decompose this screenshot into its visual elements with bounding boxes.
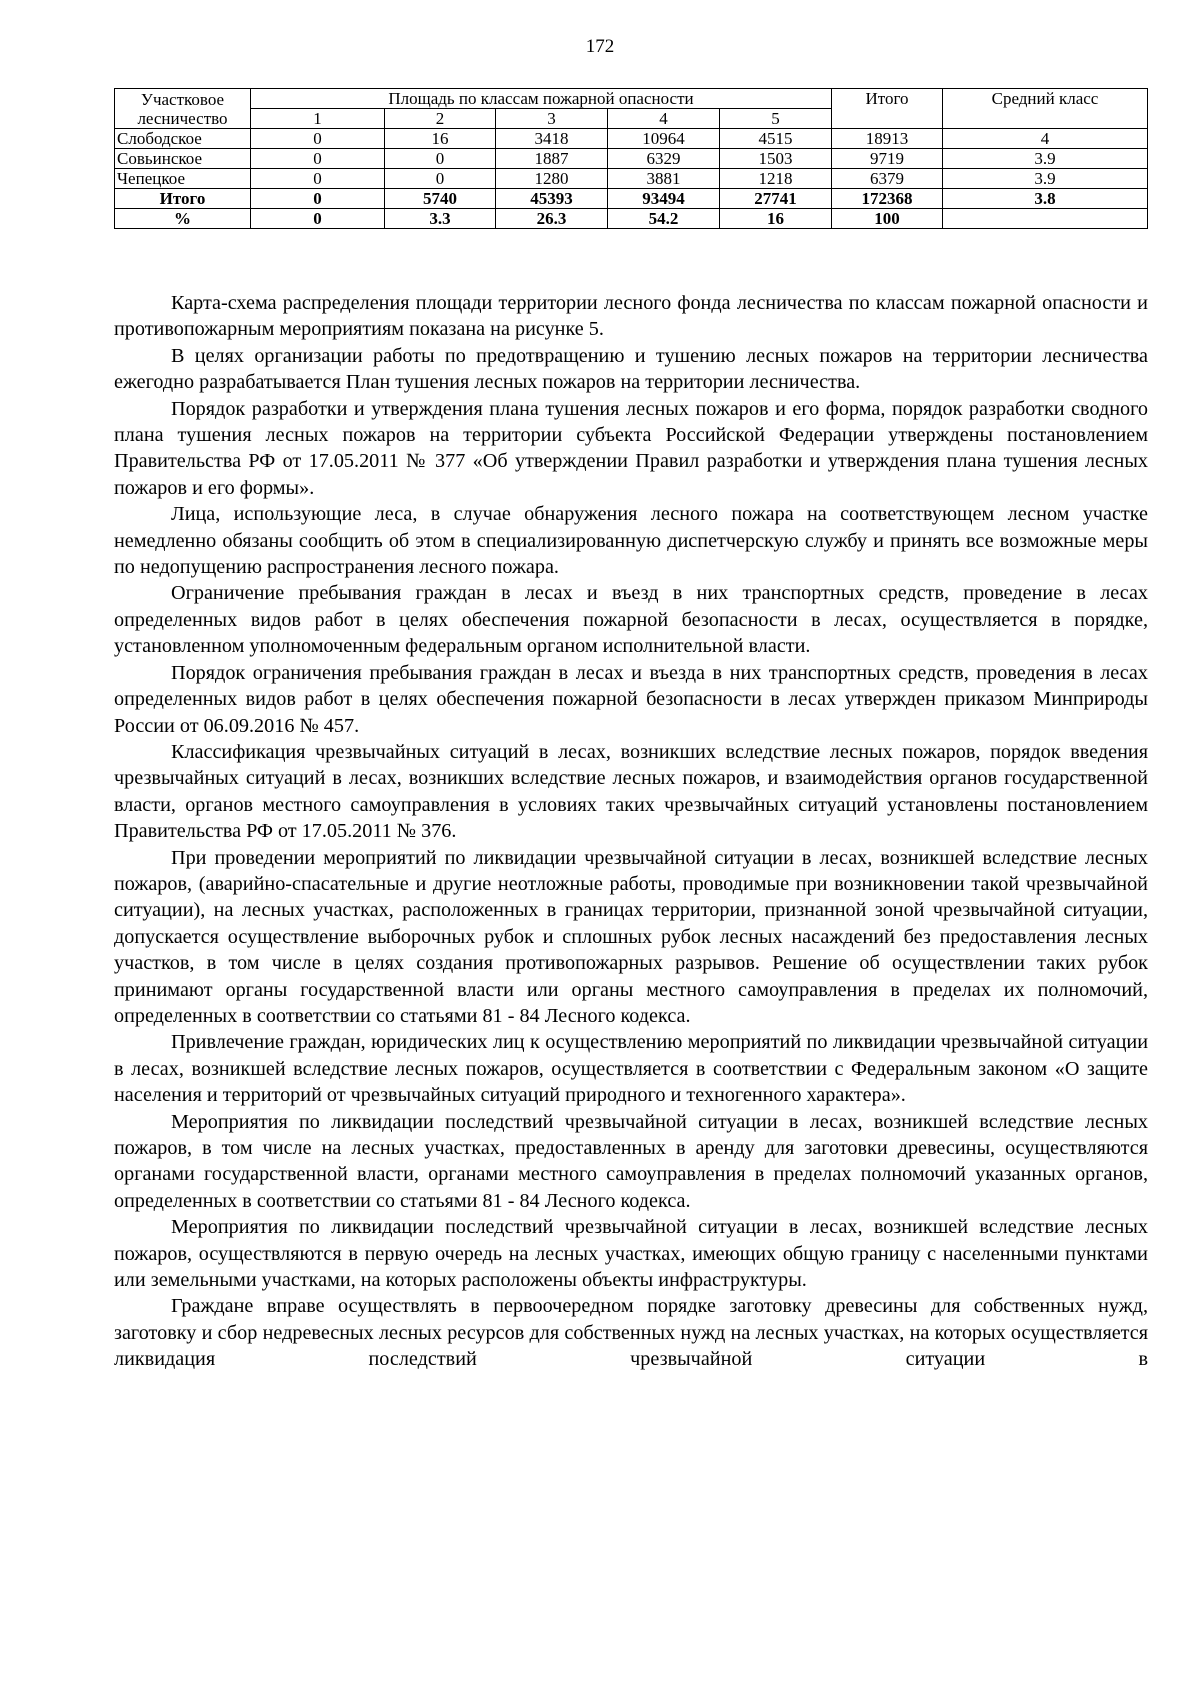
row-class-3-cell: 1887 bbox=[496, 149, 608, 169]
row-total-cell: 172368 bbox=[832, 189, 943, 209]
row-avg-cell: 3.8 bbox=[943, 189, 1148, 209]
header-cell-class-5: 5 bbox=[720, 109, 832, 129]
row-class-3-cell: 1280 bbox=[496, 169, 608, 189]
row-name-cell: Слободское bbox=[115, 129, 251, 149]
paragraph: В целях организации работы по предотвращению и тушению лесных пожаров на территории лесничества ежегодно разрабатывается План тушения лесных пожаров на территории лесничества. bbox=[114, 344, 1148, 394]
header-cell-area: Участковое лесничество bbox=[115, 89, 251, 129]
row-name-cell: Итого bbox=[115, 189, 251, 209]
header-cell-class-3: 3 bbox=[496, 109, 608, 129]
paragraph: Граждане вправе осуществлять в первоочередном порядке заготовку древесины для собственных нужд, заготовку и сбор недревесных лесных ресурсов для собственных нужд на лесных участках, на которых осуществляется ликвидация последствий чрезвычайной ситуации в bbox=[114, 1295, 1148, 1371]
table-header-row bbox=[115, 89, 1148, 109]
paragraph: Классификация чрезвычайных ситуаций в лесах, возникших вследствие лесных пожаров, порядок введения чрезвычайных ситуаций в лесах, возникших вследствие лесных пожаров, и взаимодействия органов государственной власти, органов местного самоуправления в условиях таких чрезвычайных ситуаций установлены постановлением Правительства РФ от 17.05.2011 № 376. bbox=[114, 740, 1148, 843]
table-row bbox=[115, 149, 1148, 169]
row-class-4-cell: 3881 bbox=[608, 169, 720, 189]
paragraph: Порядок разработки и утверждения плана тушения лесных пожаров и его форма, порядок разработки сводного плана тушения лесных пожаров на территории субъекта Российской Федерации утверждены постановлением Правительства РФ от 17.05.2011 № 377 «Об утверждении Правил разработки и утверждения плана тушения лесных пожаров и его формы». bbox=[114, 397, 1148, 499]
row-class-4-cell: 10964 bbox=[608, 129, 720, 149]
row-class-5-cell: 27741 bbox=[720, 189, 832, 209]
row-class-2-cell: 16 bbox=[385, 129, 496, 149]
row-class-2-cell: 0 bbox=[385, 169, 496, 189]
fire-danger-table bbox=[114, 88, 1148, 229]
row-class-2-cell: 3.3 bbox=[385, 209, 496, 229]
row-total-cell: 9719 bbox=[832, 149, 943, 169]
row-avg-cell: 3.9 bbox=[943, 169, 1148, 189]
row-total-cell: 100 bbox=[832, 209, 943, 229]
row-class-2-cell: 5740 bbox=[385, 189, 496, 209]
row-class-1-cell: 0 bbox=[251, 149, 385, 169]
row-avg-cell bbox=[943, 209, 1148, 229]
row-total-cell: 6379 bbox=[832, 169, 943, 189]
table-row bbox=[115, 129, 1148, 149]
row-name-cell: % bbox=[115, 209, 251, 229]
row-avg-cell: 3.9 bbox=[943, 149, 1148, 169]
header-cell-total: Итого bbox=[832, 89, 943, 129]
row-class-3-cell: 3418 bbox=[496, 129, 608, 149]
row-class-1-cell: 0 bbox=[251, 169, 385, 189]
paragraph: При проведении мероприятий по ликвидации чрезвычайной ситуации в лесах, возникшей вследствие лесных пожаров, (аварийно-спасательные и другие неотложные работы, проводимые при возникновении такой чрезвычайной ситуации), на лесных участках, расположенных в границах территории, признанной зоной чрезвычайной ситуации, допускается осуществление выборочных рубок и сплошных рубок лесных насаждений без предоставления лесных участков, в том числе в целях создания противопожарных разрывов. Решение об осуществлении таких рубок принимают органы государственной власти или органы местного самоуправления в пределах их полномочий, определенных в соответствии со статьями 81 - 84 Лесного кодекса. bbox=[114, 846, 1148, 1027]
paragraph: Лица, использующие леса, в случае обнаружения лесного пожара на соответствующем лесном участке немедленно обязаны сообщить об этом в специализированную диспетчерскую службу и принять все возможные меры по недопущению распространения лесного пожара. bbox=[114, 503, 1148, 579]
table-percent-row bbox=[115, 209, 1148, 229]
row-class-5-cell: 16 bbox=[720, 209, 832, 229]
header-cell-avg-class: Средний класс bbox=[943, 89, 1148, 129]
row-name-cell: Совьинское bbox=[115, 149, 251, 169]
paragraph: Ограничение пребывания граждан в лесах и въезд в них транспортных средств, проведение в лесах определенных видов работ в целях обеспечения пожарной безопасности в лесах, осуществляется в порядке, установленном уполномоченным федеральным органом исполнительной власти. bbox=[114, 582, 1148, 658]
paragraph: Мероприятия по ликвидации последствий чрезвычайной ситуации в лесах, возникшей вследствие лесных пожаров, в том числе на лесных участках, предоставленных в аренду для заготовки древесины, осуществляются органами государственной власти, органами местного самоуправления в пределах полномочий указанных органов, определенных в соответствии со статьями 81 - 84 Лесного кодекса. bbox=[114, 1110, 1148, 1212]
fire-danger-table-container bbox=[114, 88, 1147, 229]
row-class-4-cell: 6329 bbox=[608, 149, 720, 169]
paragraph: Карта-схема распределения площади территории лесного фонда лесничества по классам пожарной опасности и противопожарным мероприятиям показана на рисунке 5. bbox=[114, 292, 1148, 341]
row-class-3-cell: 45393 bbox=[496, 189, 608, 209]
row-class-5-cell: 1218 bbox=[720, 169, 832, 189]
body-text bbox=[114, 290, 1148, 1373]
row-class-2-cell: 0 bbox=[385, 149, 496, 169]
row-class-4-cell: 93494 bbox=[608, 189, 720, 209]
paragraph: Привлечение граждан, юридических лиц к осуществлению мероприятий по ликвидации чрезвычайной ситуации в лесах, возникшей вследствие лесных пожаров, осуществляется в соответствии с Федеральным законом «О защите населения и территорий от чрезвычайных ситуаций природного и техногенного характера». bbox=[114, 1031, 1148, 1107]
row-avg-cell: 4 bbox=[943, 129, 1148, 149]
header-cell-class-1: 1 bbox=[251, 109, 385, 129]
table-total-row bbox=[115, 189, 1148, 209]
header-cell-classes: Площадь по классам пожарной опасности bbox=[251, 89, 832, 109]
row-name-cell: Чепецкое bbox=[115, 169, 251, 189]
row-class-5-cell: 4515 bbox=[720, 129, 832, 149]
header-cell-class-4: 4 bbox=[608, 109, 720, 129]
row-class-1-cell: 0 bbox=[251, 129, 385, 149]
row-class-1-cell: 0 bbox=[251, 209, 385, 229]
row-total-cell: 18913 bbox=[832, 129, 943, 149]
row-class-1-cell: 0 bbox=[251, 189, 385, 209]
row-class-5-cell: 1503 bbox=[720, 149, 832, 169]
header-cell-class-2: 2 bbox=[385, 109, 496, 129]
page-number: 172 bbox=[585, 36, 615, 57]
row-class-4-cell: 54.2 bbox=[608, 209, 720, 229]
row-class-3-cell: 26.3 bbox=[496, 209, 608, 229]
table-row bbox=[115, 169, 1148, 189]
paragraph: Порядок ограничения пребывания граждан в лесах и въезда в них транспортных средств, проведения в лесах определенных видов работ в целях обеспечения пожарной безопасности в лесах утвержден приказом Минприроды России от 06.09.2016 № 457. bbox=[114, 661, 1148, 737]
paragraph: Мероприятия по ликвидации последствий чрезвычайной ситуации в лесах, возникшей вследствие лесных пожаров, осуществляются в первую очередь на лесных участках, имеющих общую границу с населенными пунктами или земельными участками, на которых расположены объекты инфраструктуры. bbox=[114, 1216, 1148, 1292]
